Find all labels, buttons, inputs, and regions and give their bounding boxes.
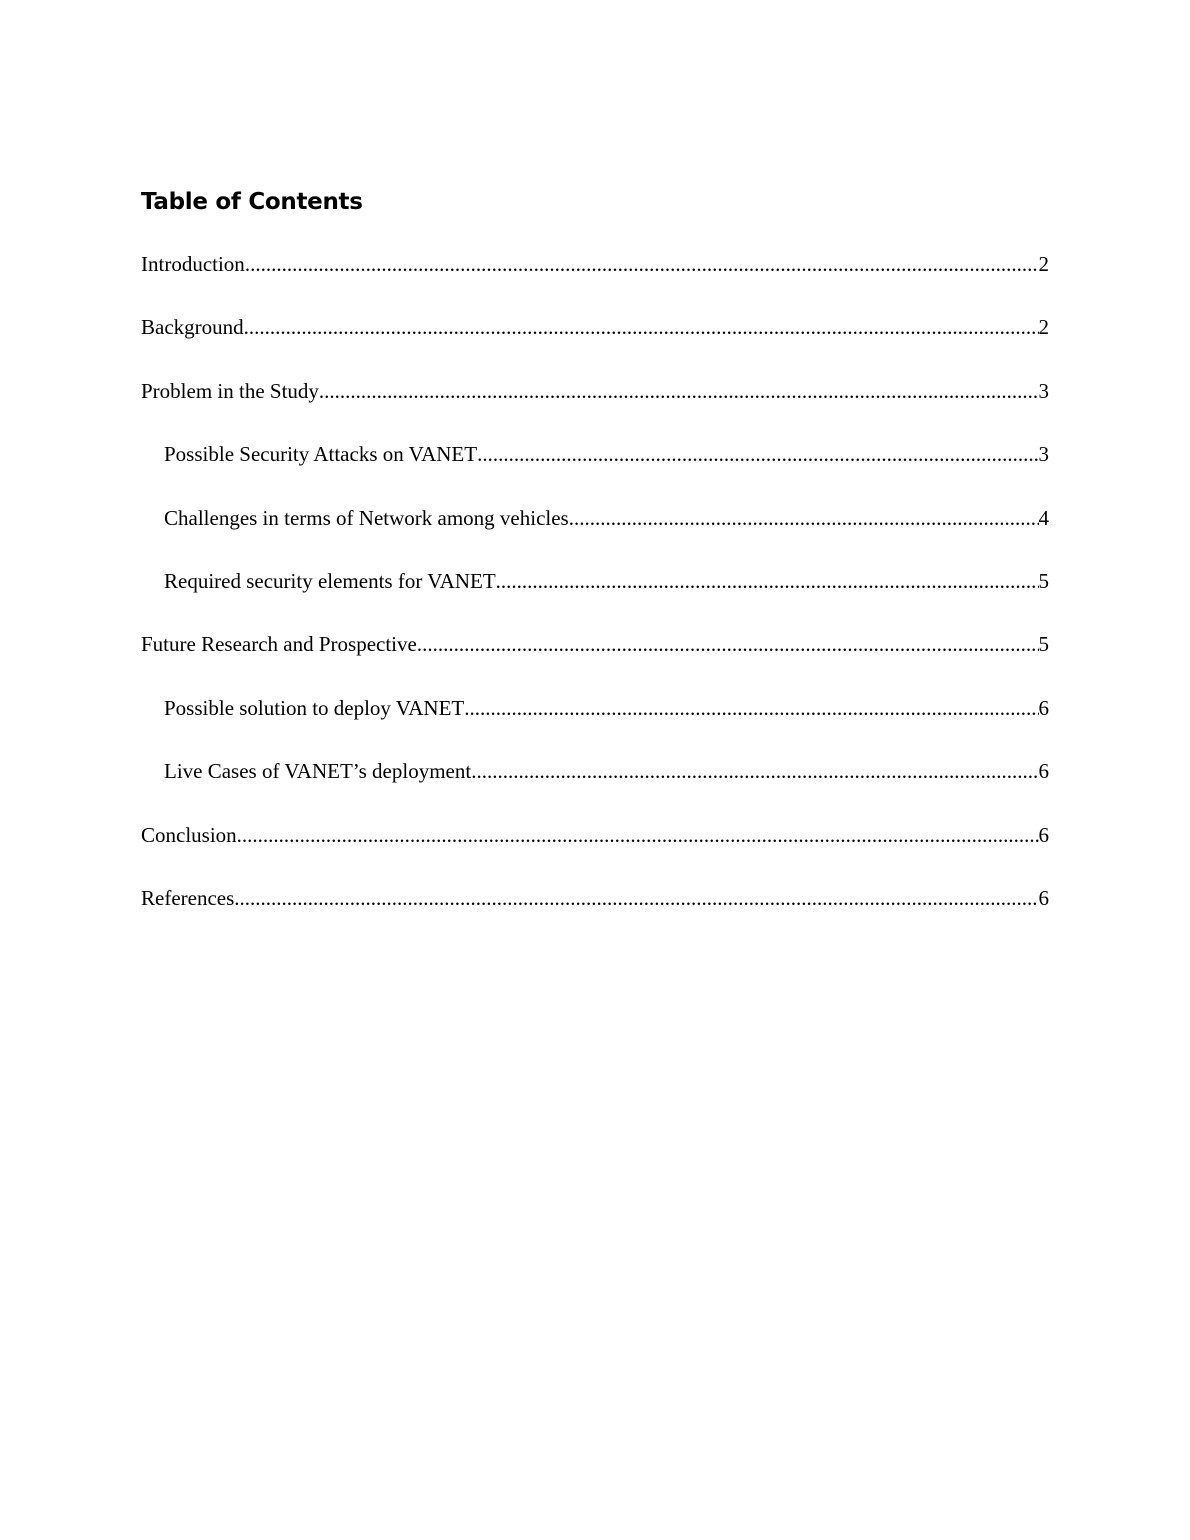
toc-entry-required-security-elements[interactable] bbox=[141, 565, 1049, 628]
toc-dot-leader bbox=[477, 438, 1038, 470]
toc-entry-title: Future Research and Prospective bbox=[141, 632, 417, 657]
toc-entry-title: Background bbox=[141, 315, 244, 340]
toc-entry-page-number: 3 bbox=[1038, 442, 1049, 467]
toc-entry-possible-security-attacks[interactable] bbox=[141, 438, 1049, 501]
toc-entry-title: Conclusion bbox=[141, 822, 237, 847]
toc-entry-page-number: 6 bbox=[1038, 695, 1049, 720]
toc-entry-page-number: 6 bbox=[1038, 759, 1049, 784]
toc-heading: Table of Contents bbox=[141, 189, 363, 215]
toc-entry-page-number: 5 bbox=[1038, 632, 1049, 657]
toc-entry-live-cases[interactable] bbox=[141, 755, 1049, 818]
toc-entry-challenges-network[interactable] bbox=[141, 502, 1049, 565]
toc-dot-leader bbox=[464, 692, 1038, 724]
toc-dot-leader bbox=[237, 819, 1039, 851]
toc-entry-conclusion[interactable] bbox=[141, 819, 1049, 882]
toc-entry-title: Possible solution to deploy VANET bbox=[164, 695, 465, 720]
toc-entry-title: Possible Security Attacks on VANET bbox=[164, 442, 478, 467]
toc-entry-page-number: 3 bbox=[1038, 378, 1049, 403]
toc-dot-leader bbox=[244, 311, 1039, 343]
toc-entry-possible-solution[interactable] bbox=[141, 692, 1049, 755]
toc-dot-leader bbox=[417, 628, 1039, 660]
toc-list bbox=[141, 248, 1049, 945]
toc-entry-page-number: 2 bbox=[1038, 315, 1049, 340]
toc-entry-title: Problem in the Study bbox=[141, 378, 319, 403]
toc-entry-title: Challenges in terms of Network among vehicles bbox=[164, 505, 569, 530]
toc-entry-page-number: 5 bbox=[1038, 568, 1049, 593]
toc-entry-title: References bbox=[141, 885, 235, 910]
toc-entry-page-number: 4 bbox=[1038, 505, 1049, 530]
toc-dot-leader bbox=[319, 375, 1039, 407]
toc-entry-background[interactable] bbox=[141, 311, 1049, 374]
toc-entry-problem-in-the-study[interactable] bbox=[141, 375, 1049, 438]
toc-entry-page-number: 2 bbox=[1038, 252, 1049, 276]
toc-entry-page-number: 6 bbox=[1038, 822, 1049, 847]
toc-dot-leader bbox=[471, 755, 1038, 787]
toc-dot-leader bbox=[569, 502, 1039, 534]
toc-entry-references[interactable] bbox=[141, 882, 1049, 945]
toc-entry-page-number: 6 bbox=[1038, 885, 1049, 910]
toc-dot-leader bbox=[234, 882, 1038, 914]
toc-entry-introduction[interactable] bbox=[141, 248, 1049, 311]
toc-entry-future-research[interactable] bbox=[141, 628, 1049, 691]
toc-dot-leader bbox=[245, 248, 1039, 280]
toc-entry-title: Introduction bbox=[141, 252, 245, 276]
toc-entry-title: Live Cases of VANET’s deployment bbox=[164, 759, 472, 784]
toc-dot-leader bbox=[496, 565, 1039, 597]
toc-entry-title: Required security elements for VANET bbox=[164, 568, 496, 593]
